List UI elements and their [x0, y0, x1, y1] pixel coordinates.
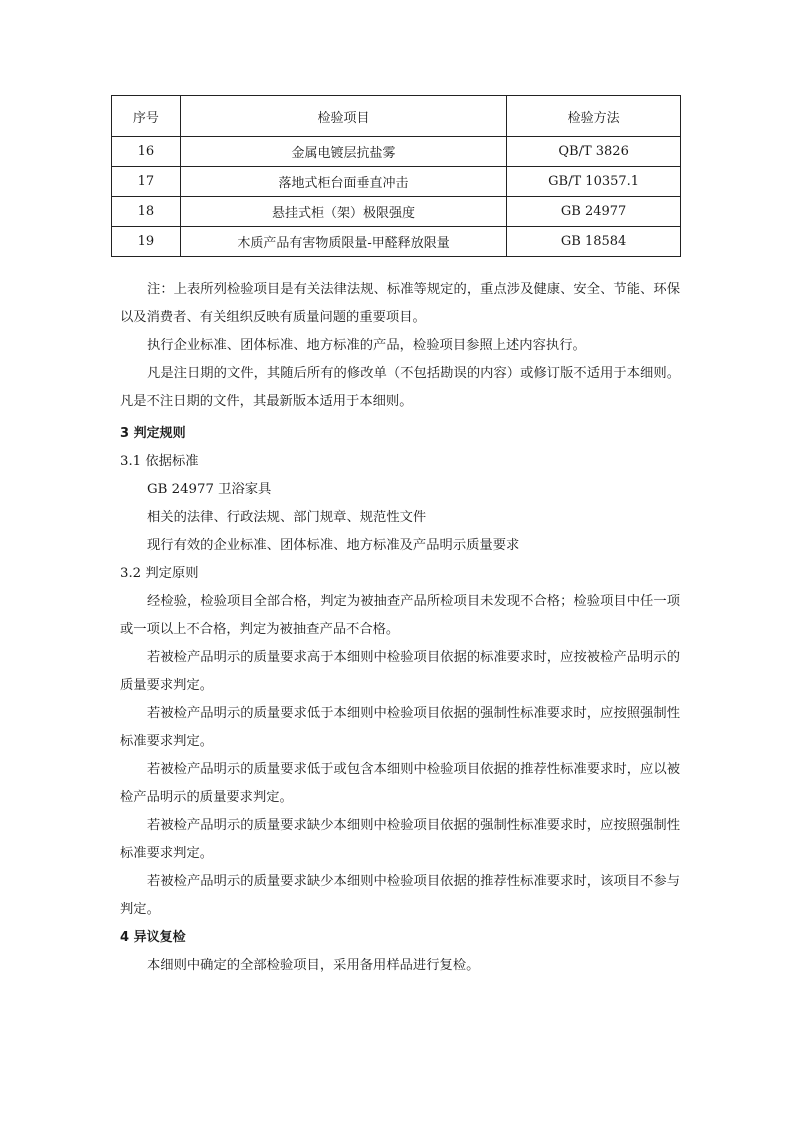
- cell-item: 金属电镀层抗盐雾: [180, 137, 506, 167]
- section-3: [120, 420, 680, 980]
- subsection-3-1-title: 3.1 依据标准: [120, 454, 199, 469]
- table-row: [112, 197, 681, 227]
- cell-method: GB 24977: [507, 197, 681, 227]
- subsection-3-2-title: 3.2 判定原则: [120, 566, 199, 581]
- judgment-paragraph: 若被检产品明示的质量要求缺少本细则中检验项目依据的强制性标准要求时，应按照强制性标准要求判定。: [120, 818, 680, 861]
- section-3-heading: 3 判定规则: [120, 426, 186, 441]
- header-method: 检验方法: [507, 96, 681, 137]
- cell-serial: 16: [112, 137, 181, 167]
- note-paragraph: 注：上表所列检验项目是有关法律法规、标准等规定的，重点涉及健康、安全、节能、环保以及消费者、有关组织反映有质量问题的重要项目。: [120, 282, 680, 325]
- cell-method: GB 18584: [507, 227, 681, 257]
- cell-method: QB/T 3826: [507, 137, 681, 167]
- judgment-paragraph: 经检验，检验项目全部合格，判定为被抽查产品所检项目未发现不合格；检验项目中任一项或一项以上不合格，判定为被抽查产品不合格。: [120, 594, 680, 637]
- header-item: 检验项目: [180, 96, 506, 137]
- cell-serial: 17: [112, 167, 181, 197]
- table-row: [112, 137, 681, 167]
- cell-item: 悬挂式柜（架）极限强度: [180, 197, 506, 227]
- cell-serial: 19: [112, 227, 181, 257]
- judgment-paragraph: 若被检产品明示的质量要求缺少本细则中检验项目依据的推荐性标准要求时，该项目不参与判定。: [120, 874, 680, 917]
- note-paragraph: 执行企业标准、团体标准、地方标准的产品，检验项目参照上述内容执行。: [147, 338, 586, 353]
- table-row: [112, 227, 681, 257]
- standard-item: 现行有效的企业标准、团体标准、地方标准及产品明示质量要求: [147, 538, 520, 553]
- judgment-paragraph: 若被检产品明示的质量要求低于本细则中检验项目依据的强制性标准要求时，应按照强制性标准要求判定。: [120, 706, 680, 749]
- table-notes: [120, 276, 680, 416]
- cell-item: 落地式柜台面垂直冲击: [180, 167, 506, 197]
- header-serial: 序号: [112, 96, 181, 137]
- section-4-heading: 4 异议复检: [120, 930, 186, 945]
- table-header-row: [112, 96, 681, 137]
- inspection-items-table: [111, 95, 681, 257]
- cell-method: GB/T 10357.1: [507, 167, 681, 197]
- note-paragraph: 凡是注日期的文件，其随后所有的修改单（不包括勘误的内容）或修订版不适用于本细则。凡是不注日期的文件，其最新版本适用于本细则。: [120, 366, 680, 409]
- section-4-paragraph: 本细则中确定的全部检验项目，采用备用样品进行复检。: [147, 958, 480, 973]
- standard-item: 相关的法律、行政法规、部门规章、规范性文件: [147, 510, 427, 525]
- table-row: [112, 167, 681, 197]
- judgment-paragraph: 若被检产品明示的质量要求高于本细则中检验项目依据的标准要求时，应按被检产品明示的质量要求判定。: [120, 650, 680, 693]
- cell-item: 木质产品有害物质限量-甲醛释放限量: [180, 227, 506, 257]
- judgment-paragraph: 若被检产品明示的质量要求低于或包含本细则中检验项目依据的推荐性标准要求时，应以被检产品明示的质量要求判定。: [120, 762, 680, 805]
- cell-serial: 18: [112, 197, 181, 227]
- standard-item: GB 24977 卫浴家具: [147, 482, 272, 497]
